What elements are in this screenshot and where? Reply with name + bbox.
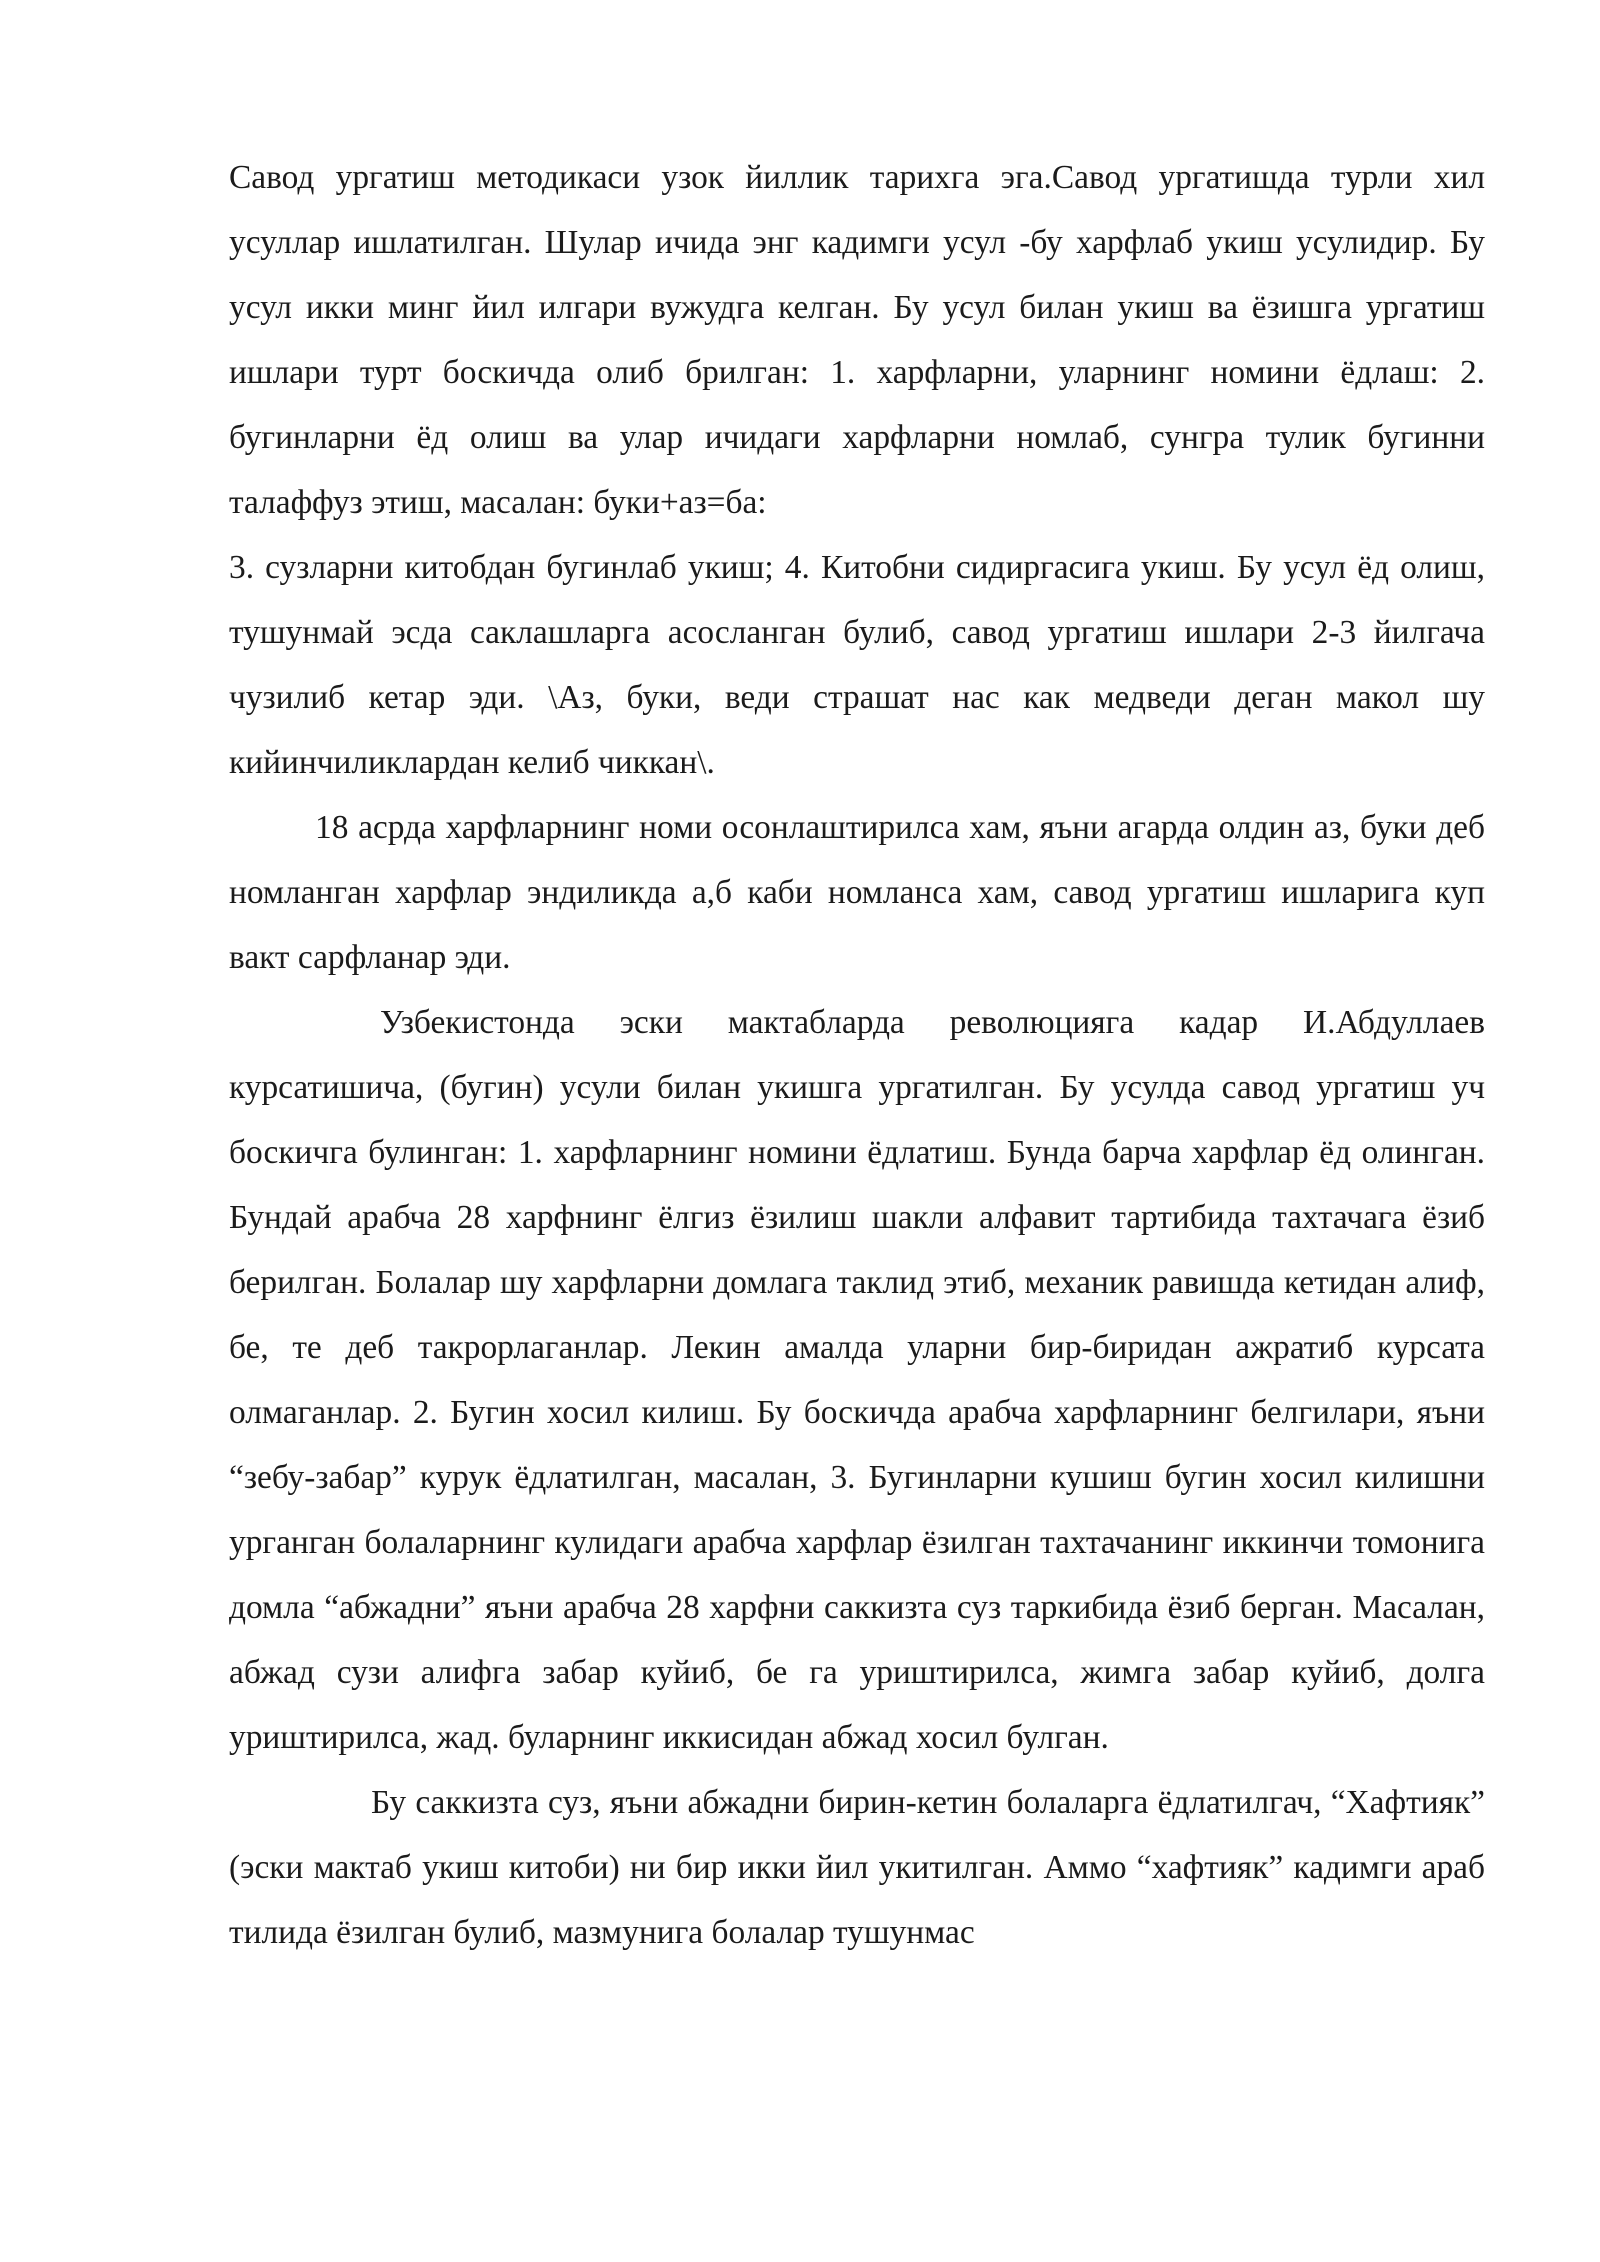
paragraph-5: Бу саккизта суз, яъни абжадни бирин-кетин болаларга ёдлатилгач, “Хафтияк” (эски мактаб укиш китоби) ни бир икки йил укитилган. Аммо “хафтияк” кадимги араб тилида ёзилган булиб, мазмунига болалар тушунмас [229, 1784, 1485, 1951]
paragraph-1: Савод ургатиш методикаси узок йиллик тарихга эга.Савод ургатишда турли хил усуллар ишлатилган. Шулар ичида энг кадимги усул -бу харфлаб укиш усулидир. Бу усул икки минг йил илгари вужудга келган. Бу усул билан укиш ва ёзишга ургатиш ишлари турт боскичда олиб брилган: 1. харфларни, уларнинг номини ёдлаш: 2. бугинларни ёд олиш ва улар ичидаги харфларни номлаб, сунгра тулик бугинни талаффуз этиш, масалан: буки+аз=ба: [229, 159, 1485, 521]
paragraph-2: 3. сузларни китобдан бугинлаб укиш; 4. Китобни сидиргасига укиш. Бу усул ёд олиш, тушунмай эсда саклашларга асосланган булиб, савод ургатиш ишлари 2-3 йилгача чузилиб кетар эди. \Аз, буки, веди страшат нас как медведи деган макол шу кийинчиликлардан келиб чиккан\. [229, 549, 1485, 781]
paragraph-4: Узбекистонда эски мактабларда революцияга кадар И.Абдуллаев курсатишича, (бугин) усули билан укишга ургатилган. Бу усулда савод ургатиш уч боскичга булинган: 1. харфларнинг номини ёдлатиш. Бунда барча харфлар ёд олинган. Бундай арабча 28 харфнинг ёлгиз ёзилиш шакли алфавит тартибида тахтачага ёзиб берилган. Болалар шу харфларни домлага таклид этиб, механик равишда кетидан алиф, бе, те деб такрорлаганлар. Лекин амалда уларни бир-биридан ажратиб курсата олмаганлар. 2. Бугин хосил килиш. Бу боскичда арабча харфларнинг белгилари, яъни “зебу-забар” курук ёдлатилган, масалан, 3. Бугинларни кушиш бугин хосил килишни урганган болаларнинг кулидаги арабча харфлар ёзилган тахтачанинг иккинчи томонига домла “абжадни” яъни арабча 28 харфни саккизта суз таркибида ёзиб берган. Масалан, абжад сузи алифга забар куйиб, бе га уриштирилса, жимга забар куйиб, долга уриштирилса, жад. буларнинг иккисидан абжад хосил булган. [229, 1004, 1485, 1756]
document-page [229, 145, 1485, 1965]
paragraph-3: 18 асрда харфларнинг номи осонлаштирилса хам, яъни агарда олдин аз, буки деб номланган харфлар эндиликда а,б каби номланса хам, савод ургатиш ишларига куп вакт сарфланар эди. [229, 809, 1485, 976]
